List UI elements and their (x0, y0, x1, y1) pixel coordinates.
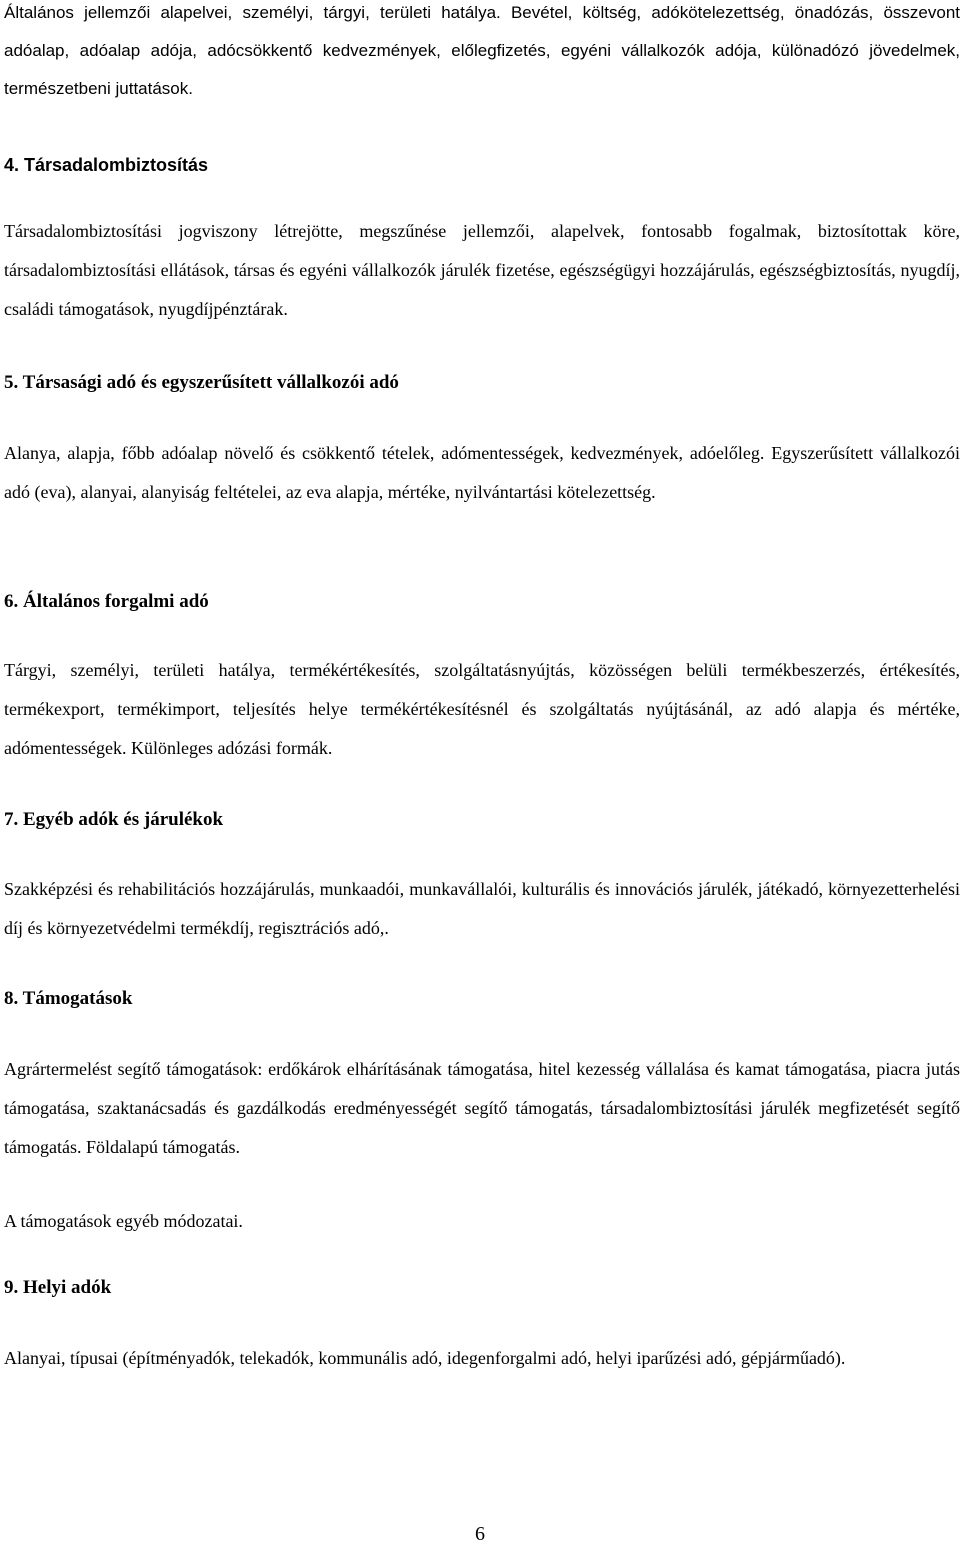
page-number: 6 (475, 1523, 485, 1545)
section-heading-4: 4. Társadalombiztosítás (4, 155, 209, 175)
section-4-paragraph: Társadalombiztosítási jogviszony létrejötte, megszűnése jellemzői, alapelvek, fontosabb fogalmak, biztosítottak köre, társadalombiztosítási ellátások, társas és egyéni vállalkozók járulék fizetése, egészségügyi hozzájárulás, egészségbiztosítás, nyugdíj, családi támogatások, nyugdíjpénztárak. (4, 221, 960, 319)
section-9-paragraph: Alanyai, típusai (építményadók, telekadók, kommunális adó, idegenforgalmi adó, helyi iparűzési adó, gépjárműadó). (4, 1348, 846, 1368)
section-heading-9: 9. Helyi adók (4, 1277, 112, 1298)
section-heading-5: 5. Társasági adó és egyszerűsített vállalkozói adó (4, 372, 399, 393)
section-heading-6: 6. Általános forgalmi adó (4, 591, 209, 612)
section-heading-8: 8. Támogatások (4, 988, 133, 1009)
section-heading-7: 7. Egyéb adók és járulékok (4, 809, 224, 830)
section-6-paragraph: Tárgyi, személyi, területi hatálya, termékértékesítés, szolgáltatásnyújtás, közösségen belüli termékbeszerzés, értékesítés, termékexport, termékimport, teljesítés helye termékértékesítésnél és szolgáltatás nyújtásánál, az adó alapja és mértéke, adómentességek. Különleges adózási formák. (4, 660, 960, 758)
section-8-paragraph-2: A támogatások egyéb módozatai. (4, 1211, 243, 1231)
intro-paragraph: Általános jellemzői alapelvei, személyi, tárgyi, területi hatálya. Bevétel, költség, adókötelezettség, önadózás, összevont adóalap, adóalap adója, adócsökkentő kedvezmények, előlegfizetés, egyéni vállalkozók adója, különadózó jövedelmek, természetbeni juttatások. (4, 3, 960, 98)
section-7-paragraph: Szakképzési és rehabilitációs hozzájárulás, munkaadói, munkavállalói, kulturális és innovációs járulék, játékadó, környezetterhelési díj és környezetvédelmi termékdíj, regisztrációs adó,. (4, 879, 960, 938)
section-5-paragraph: Alanya, alapja, főbb adóalap növelő és csökkentő tételek, adómentességek, kedvezmények, adóelőleg. Egyszerűsített vállalkozói adó (eva), alanyai, alanyiság feltételei, az eva alapja, mértéke, nyilvántartási kötelezettség. (4, 443, 960, 502)
section-8-paragraph: Agrártermelést segítő támogatások: erdőkárok elhárításának támogatása, hitel kezesség vállalása és kamat támogatása, piacra jutás támogatása, szaktanácsadás és gazdálkodás eredményességét segítő támogatás, társadalombiztosítási járulék megfizetését segítő támogatás. Földalapú támogatás. (4, 1059, 960, 1157)
